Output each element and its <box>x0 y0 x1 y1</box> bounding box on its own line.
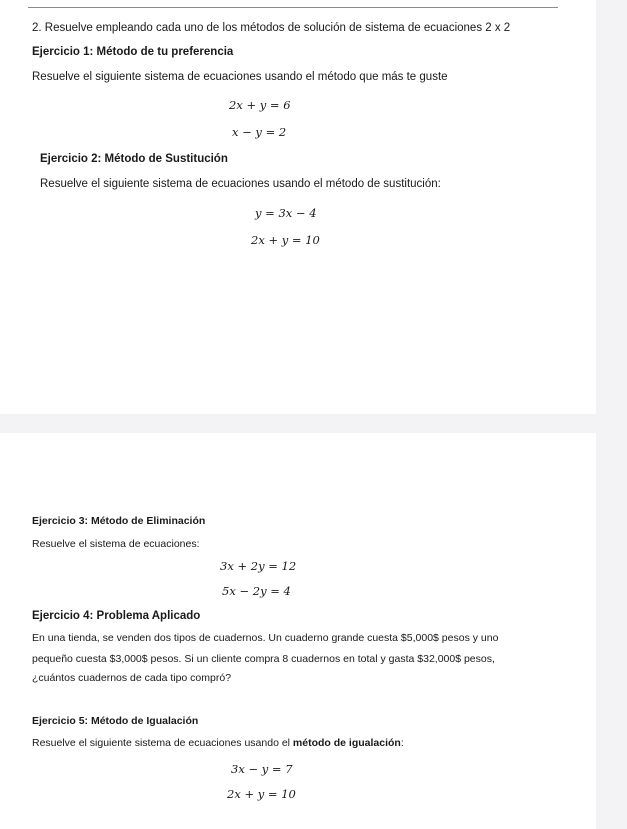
exercise-4-line-2: pequeño cuesta $3,000$ pesos. Si un cliente compra 8 cuadernos en total y gasta $32,000$ pesos, <box>32 653 495 665</box>
exercise-4-line-3: ¿cuántos cuadernos de cada tipo compró? <box>32 672 232 684</box>
exercise-2-equation-1: y = 3x − 4 <box>255 206 317 220</box>
exercise-2-equation-2: 2x + y = 10 <box>251 233 320 247</box>
exercise-3-equation-2: 5x − 2y = 4 <box>222 584 291 598</box>
exercise-5-title: Ejercicio 5: Método de Igualación <box>32 715 199 727</box>
exercise-2-title: Ejercicio 2: Método de Sustitución <box>40 153 228 165</box>
exercise-1-equation-1: 2x + y = 6 <box>229 98 291 112</box>
exercise-2-instruction: Resuelve el siguiente sistema de ecuaciones usando el método de sustitución: <box>40 178 441 190</box>
document-page-2 <box>0 433 596 829</box>
exercise-3-equation-1: 3x + 2y = 12 <box>220 559 297 573</box>
exercise-5-instruction-prefix: Resuelve el siguiente sistema de ecuaciones usando el <box>32 737 293 749</box>
exercise-5-equation-1: 3x − y = 7 <box>231 762 293 776</box>
exercise-5-instruction-suffix: : <box>400 737 404 749</box>
exercise-3-title: Ejercicio 3: Método de Eliminación <box>32 515 206 527</box>
exercise-5-equation-2: 2x + y = 10 <box>227 787 296 801</box>
document-page-1 <box>0 0 596 414</box>
exercise-4-line-1: En una tienda, se venden dos tipos de cuadernos. Un cuaderno grande cuesta $5,000$ pesos y uno <box>32 632 499 644</box>
top-divider <box>28 7 558 8</box>
exercise-1-instruction: Resuelve el siguiente sistema de ecuaciones usando el método que más te guste <box>32 71 448 83</box>
exercise-3-instruction: Resuelve el sistema de ecuaciones: <box>32 538 200 550</box>
viewer-right-margin <box>596 0 627 829</box>
exercise-1-title: Ejercicio 1: Método de tu preferencia <box>32 46 234 58</box>
exercise-1-equation-2: x − y = 2 <box>232 125 287 139</box>
exercise-4-title: Ejercicio 4: Problema Aplicado <box>32 610 201 622</box>
exercise-5-instruction-bold: método de igualación <box>292 737 401 749</box>
section-heading: 2. Resuelve empleando cada uno de los métodos de solución de sistema de ecuaciones 2 x 2 <box>32 22 511 34</box>
exercise-5-instruction <box>32 736 404 750</box>
